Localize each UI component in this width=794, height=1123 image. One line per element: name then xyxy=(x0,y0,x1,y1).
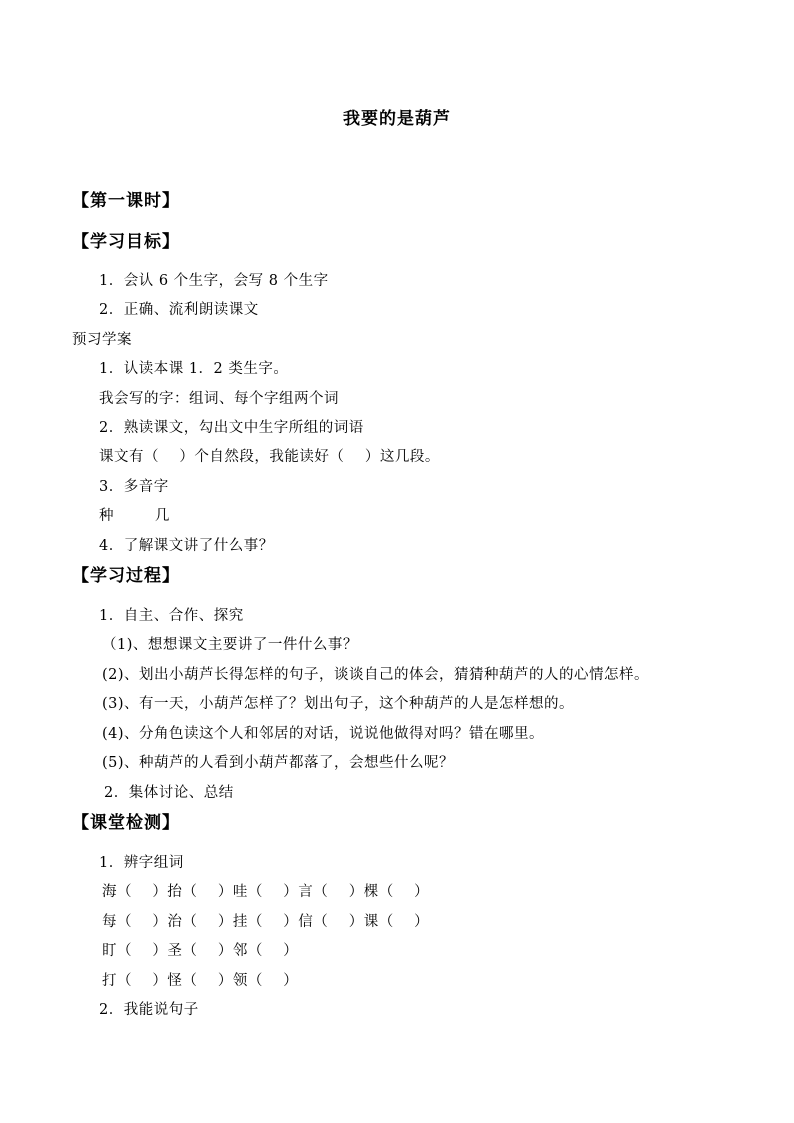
goal-item-1: 1．会认 6 个生字，会写 8 个生字 xyxy=(99,273,329,289)
section-heading-classroom-test: 【课堂检测】 xyxy=(72,813,180,833)
section-heading-learning-process: 【学习过程】 xyxy=(72,566,180,586)
test-item-2: 2．我能说句子 xyxy=(99,1002,199,1018)
section-heading-learning-goals: 【学习目标】 xyxy=(72,232,180,252)
process-item-1: 1．自主、合作、探究 xyxy=(99,608,244,624)
test-row-3: 盯（ ）圣（ ）邻（ ） xyxy=(102,943,299,959)
goal-item-2: 2．正确、流利朗读课文 xyxy=(99,302,259,318)
test-row-2: 每（ ）治（ ）挂（ ）信（ ）课（ ） xyxy=(102,914,430,930)
preview-item-4: 课文有（ ）个自然段，我能读好（ ）这几段。 xyxy=(99,449,440,465)
preview-item-3: 2．熟读课文，勾出文中生字所组的词语 xyxy=(99,420,364,436)
process-item-6: (5)、种葫芦的人看到小葫芦都落了，会想些什么呢？ xyxy=(102,755,455,771)
process-item-4: (3)、有一天，小葫芦怎样了？划出句子，这个种葫芦的人是怎样想的。 xyxy=(102,696,575,712)
preview-item-1: 1．认读本课 1．2 类生字。 xyxy=(99,361,289,377)
process-item-2: （1)、想想课文主要讲了一件什么事？ xyxy=(102,637,358,653)
section-heading-lesson-one: 【第一课时】 xyxy=(72,191,180,211)
process-item-7: 2．集体讨论、总结 xyxy=(104,785,234,801)
test-item-1: 1．辨字组词 xyxy=(99,855,184,871)
test-row-4: 打（ ）怪（ ）领（ ） xyxy=(102,973,299,989)
test-row-1: 海（ ）抬（ ）哇（ ）言（ ）棵（ ） xyxy=(102,884,430,900)
preview-label: 预习学案 xyxy=(72,332,132,348)
preview-item-7: 4．了解课文讲了什么事？ xyxy=(99,538,274,554)
preview-item-5: 3．多音字 xyxy=(99,479,169,495)
process-item-5: (4)、分角色读这个人和邻居的对话，说说他做得对吗？错在哪里。 xyxy=(102,726,545,742)
process-item-3: (2)、划出小葫芦长得怎样的句子，谈谈自己的体会，猜猜种葫芦的人的心情怎样。 xyxy=(102,667,650,683)
preview-item-6: 种 几 xyxy=(99,508,170,524)
page-title: 我要的是葫芦 xyxy=(343,109,451,129)
preview-item-2: 我会写的字：组词、每个字组两个词 xyxy=(99,391,339,407)
